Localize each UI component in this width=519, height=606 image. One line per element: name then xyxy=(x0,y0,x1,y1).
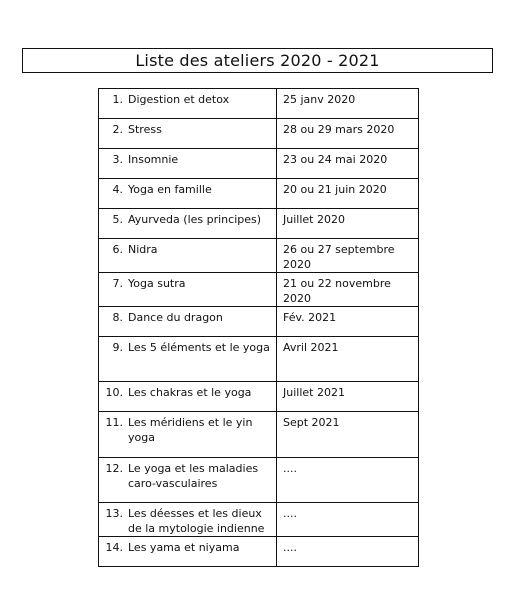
ateliers-table xyxy=(98,88,419,567)
atelier-name: Les déesses et les dieux de la mytologie indienne xyxy=(128,507,265,535)
atelier-date: Fév. 2021 xyxy=(277,307,419,337)
atelier-name: Les méridiens et le yin yoga xyxy=(128,416,253,444)
atelier-date: Avril 2021 xyxy=(277,337,419,382)
atelier-name-cell xyxy=(99,537,277,567)
atelier-name-cell xyxy=(99,337,277,382)
atelier-name-cell xyxy=(99,209,277,239)
atelier-name-cell xyxy=(99,119,277,149)
atelier-date: Juillet 2021 xyxy=(277,382,419,412)
atelier-date: 25 janv 2020 xyxy=(277,89,419,119)
atelier-number: 5. xyxy=(112,213,123,226)
atelier-name: Stress xyxy=(128,123,162,136)
table-row xyxy=(99,382,419,412)
atelier-name: Le yoga et les maladies caro-vasculaires xyxy=(128,462,259,490)
atelier-name: Nidra xyxy=(128,243,158,256)
atelier-name-cell xyxy=(99,307,277,337)
table-row xyxy=(99,209,419,239)
atelier-date: 20 ou 21 juin 2020 xyxy=(277,179,419,209)
atelier-number: 7. xyxy=(112,277,123,290)
atelier-date: .... xyxy=(277,537,419,567)
table-row xyxy=(99,149,419,179)
table-row xyxy=(99,179,419,209)
table-row xyxy=(99,458,419,503)
table-row xyxy=(99,239,419,273)
atelier-name-cell xyxy=(99,149,277,179)
atelier-name-cell xyxy=(99,412,277,458)
atelier-name-cell xyxy=(99,503,277,537)
atelier-name: Les 5 éléments et le yoga xyxy=(128,341,270,354)
atelier-number: 12. xyxy=(105,462,123,475)
atelier-name-cell xyxy=(99,458,277,503)
page-title: Liste des ateliers 2020 - 2021 xyxy=(135,51,380,70)
page-title-box xyxy=(22,48,493,73)
table-row xyxy=(99,89,419,119)
atelier-name-cell xyxy=(99,382,277,412)
atelier-number: 9. xyxy=(112,341,123,354)
atelier-date: Juillet 2020 xyxy=(277,209,419,239)
atelier-date: .... xyxy=(277,503,419,537)
table-row xyxy=(99,503,419,537)
atelier-number: 2. xyxy=(112,123,123,136)
atelier-number: 13. xyxy=(105,507,123,520)
atelier-number: 14. xyxy=(105,541,123,554)
table-row xyxy=(99,307,419,337)
atelier-name: Insomnie xyxy=(128,153,179,166)
atelier-name: Ayurveda (les principes) xyxy=(128,213,262,226)
atelier-name-cell xyxy=(99,273,277,307)
table-row xyxy=(99,537,419,567)
atelier-name: Yoga sutra xyxy=(128,277,186,290)
atelier-name-cell xyxy=(99,239,277,273)
table-row xyxy=(99,412,419,458)
atelier-number: 8. xyxy=(112,311,123,324)
atelier-number: 6. xyxy=(112,243,123,256)
atelier-name: Les yama et niyama xyxy=(128,541,240,554)
atelier-number: 3. xyxy=(112,153,123,166)
atelier-date: .... xyxy=(277,458,419,503)
atelier-date: 21 ou 22 novembre 2020 xyxy=(277,273,419,307)
atelier-date: 28 ou 29 mars 2020 xyxy=(277,119,419,149)
atelier-name-cell xyxy=(99,89,277,119)
atelier-number: 10. xyxy=(105,386,123,399)
atelier-name: Digestion et detox xyxy=(128,93,230,106)
atelier-number: 1. xyxy=(112,93,123,106)
atelier-date: Sept 2021 xyxy=(277,412,419,458)
atelier-name: Les chakras et le yoga xyxy=(128,386,252,399)
atelier-number: 11. xyxy=(105,416,123,429)
table-row xyxy=(99,273,419,307)
atelier-name-cell xyxy=(99,179,277,209)
atelier-name: Yoga en famille xyxy=(128,183,212,196)
atelier-date: 26 ou 27 septembre 2020 xyxy=(277,239,419,273)
table-row xyxy=(99,119,419,149)
atelier-name: Dance du dragon xyxy=(128,311,223,324)
atelier-number: 4. xyxy=(112,183,123,196)
atelier-date: 23 ou 24 mai 2020 xyxy=(277,149,419,179)
table-row xyxy=(99,337,419,382)
